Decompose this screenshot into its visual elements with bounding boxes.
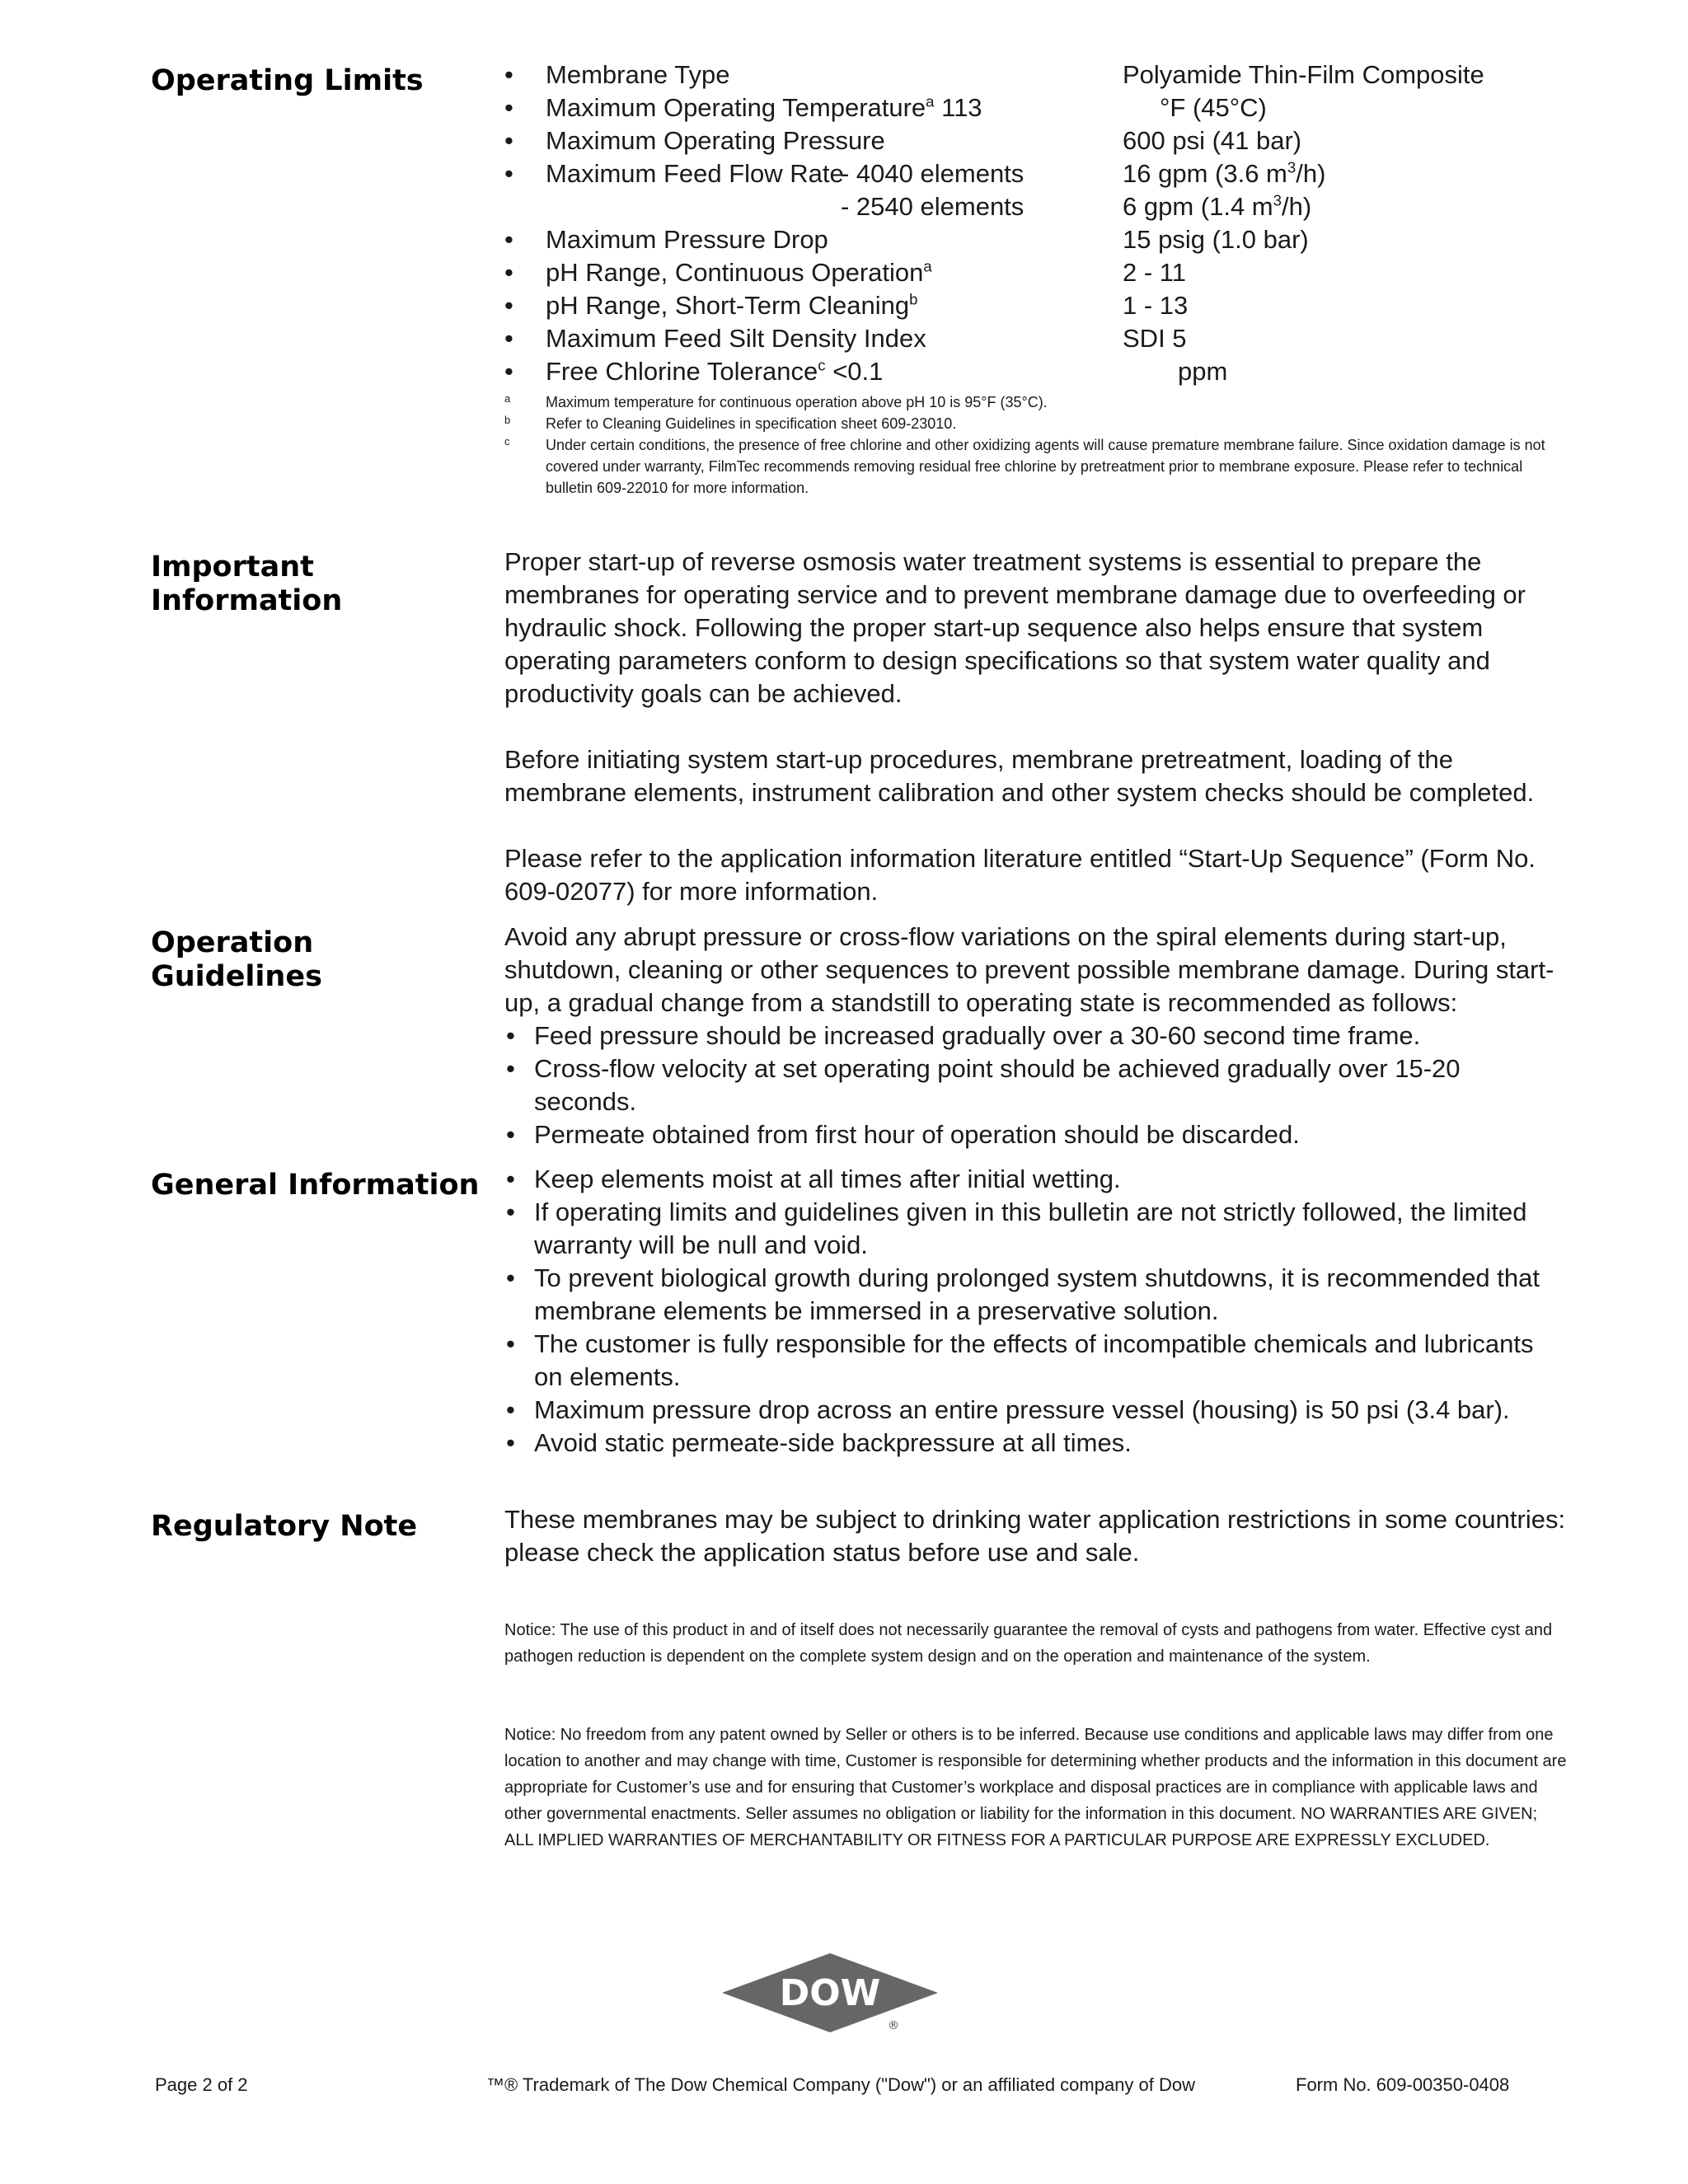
bullet-icon: • <box>504 126 513 155</box>
bullet-icon: • <box>504 93 513 122</box>
general-information-body <box>504 1163 1568 1460</box>
operation-guidelines-list <box>504 1019 1568 1151</box>
bullet-icon: • <box>504 357 513 386</box>
important-info-paragraph: Proper start-up of reverse osmosis water treatment systems is essential to prepare the membranes for operating service and to prevent membrane damage due to overfeeding or hydraulic shock. Following the proper start-up sequence also helps ensure that system operating parameters conform to design specifications so that system water quality and productivity goals can be achieved. <box>504 547 1526 708</box>
bullet-icon: • <box>504 291 513 320</box>
operation-guidelines-heading: Operation Guidelines <box>151 926 322 993</box>
general-information-list <box>504 1163 1568 1460</box>
important-information-body <box>504 546 1568 908</box>
footer-trademark: ™® Trademark of The Dow Chemical Company ("Dow") or an affiliated company of Dow <box>486 2074 1196 2095</box>
list-item: • Maximum pressure drop across an entire pressure vessel (housing) is 50 psi (3.4 bar). <box>506 1395 1510 1424</box>
bullet-icon: • <box>504 60 513 89</box>
regulatory-note-heading: Regulatory Note <box>151 1510 418 1543</box>
general-information-heading: General Information <box>151 1169 480 1202</box>
list-item: • Feed pressure should be increased gradually over a 30-60 second time frame. <box>506 1021 1421 1050</box>
notice-patent: Notice: No freedom from any patent owned by Seller or others is to be inferred. Because use conditions and applicable laws may differ from one location to another and may change with time, Customer is responsible for determining whether products and the information in this document are appropriate for Customer’s use and for ensuring that Customer’s workplace and disposal practices are in compliance with applicable laws and other governmental enactments. Seller assumes no obligation or liability for the information in this document. NO WARRANTIES ARE GIVEN; ALL IMPLIED WARRANTIES OF MERCHANTABILITY OR FITNESS FOR A PARTICULAR PURPOSE ARE EXPRESSLY EXCLUDED. <box>504 1726 1567 1849</box>
bullet-icon: • <box>504 225 513 254</box>
footer-page-number: Page 2 of 2 <box>155 2074 248 2095</box>
bullet-icon: • <box>504 258 513 287</box>
footer-form-number: Form No. 609-00350-0408 <box>1296 2074 1510 2095</box>
list-item: • To prevent biological growth during prolonged system shutdowns, it is recommended that membrane elements be immersed in a preservative solution. <box>506 1263 1540 1325</box>
operation-guidelines-body <box>504 921 1568 1151</box>
bullet-icon: • <box>504 159 513 188</box>
important-info-paragraph: Please refer to the application information literature entitled “Start-Up Sequence” (Form No. 609-02077) for more information. <box>504 844 1536 906</box>
dow-logo <box>719 1950 941 2036</box>
important-info-paragraph: Before initiating system start-up procedures, membrane pretreatment, loading of the membrane elements, instrument calibration and other system checks should be completed. <box>504 745 1535 807</box>
regulatory-note-body <box>504 1503 1568 1569</box>
regulatory-note-text: These membranes may be subject to drinking water application restrictions in some countries: please check the application status before use and sale. <box>504 1505 1566 1567</box>
bullet-icon: • <box>504 324 513 353</box>
operation-guidelines-intro: Avoid any abrupt pressure or cross-flow variations on the spiral elements during start-up, shutdown, cleaning or other sequences to prevent possible membrane damage. During start-up, a gradual change from a standstill to operating state is recommended as follows: <box>504 922 1554 1017</box>
list-item: • The customer is fully responsible for the effects of incompatible chemicals and lubricants on elements. <box>506 1329 1534 1391</box>
important-information-heading: Important Information <box>151 551 343 617</box>
list-item: • Permeate obtained from first hour of operation should be discarded. <box>506 1120 1300 1149</box>
list-item: • Avoid static permeate-side backpressure at all times. <box>506 1428 1132 1457</box>
registered-mark: ® <box>888 2019 899 2032</box>
dow-logo-text: DOW <box>779 1972 881 2014</box>
operating-limits-heading: Operating Limits <box>151 64 424 97</box>
dow-diamond-icon <box>719 1950 941 2036</box>
list-item: • If operating limits and guidelines given in this bulletin are not strictly followed, the limited warranty will be null and void. <box>506 1197 1527 1259</box>
list-item: • Cross-flow velocity at set operating point should be achieved gradually over 15-20 seconds. <box>506 1054 1461 1116</box>
list-item: • Keep elements moist at all times after initial wetting. <box>506 1165 1121 1193</box>
notice-cysts: Notice: The use of this product in and of itself does not necessarily guarantee the removal of cysts and pathogens from water. Effective cyst and pathogen reduction is dependent on the complete system design and on the operation and maintenance of the system. <box>504 1621 1553 1666</box>
